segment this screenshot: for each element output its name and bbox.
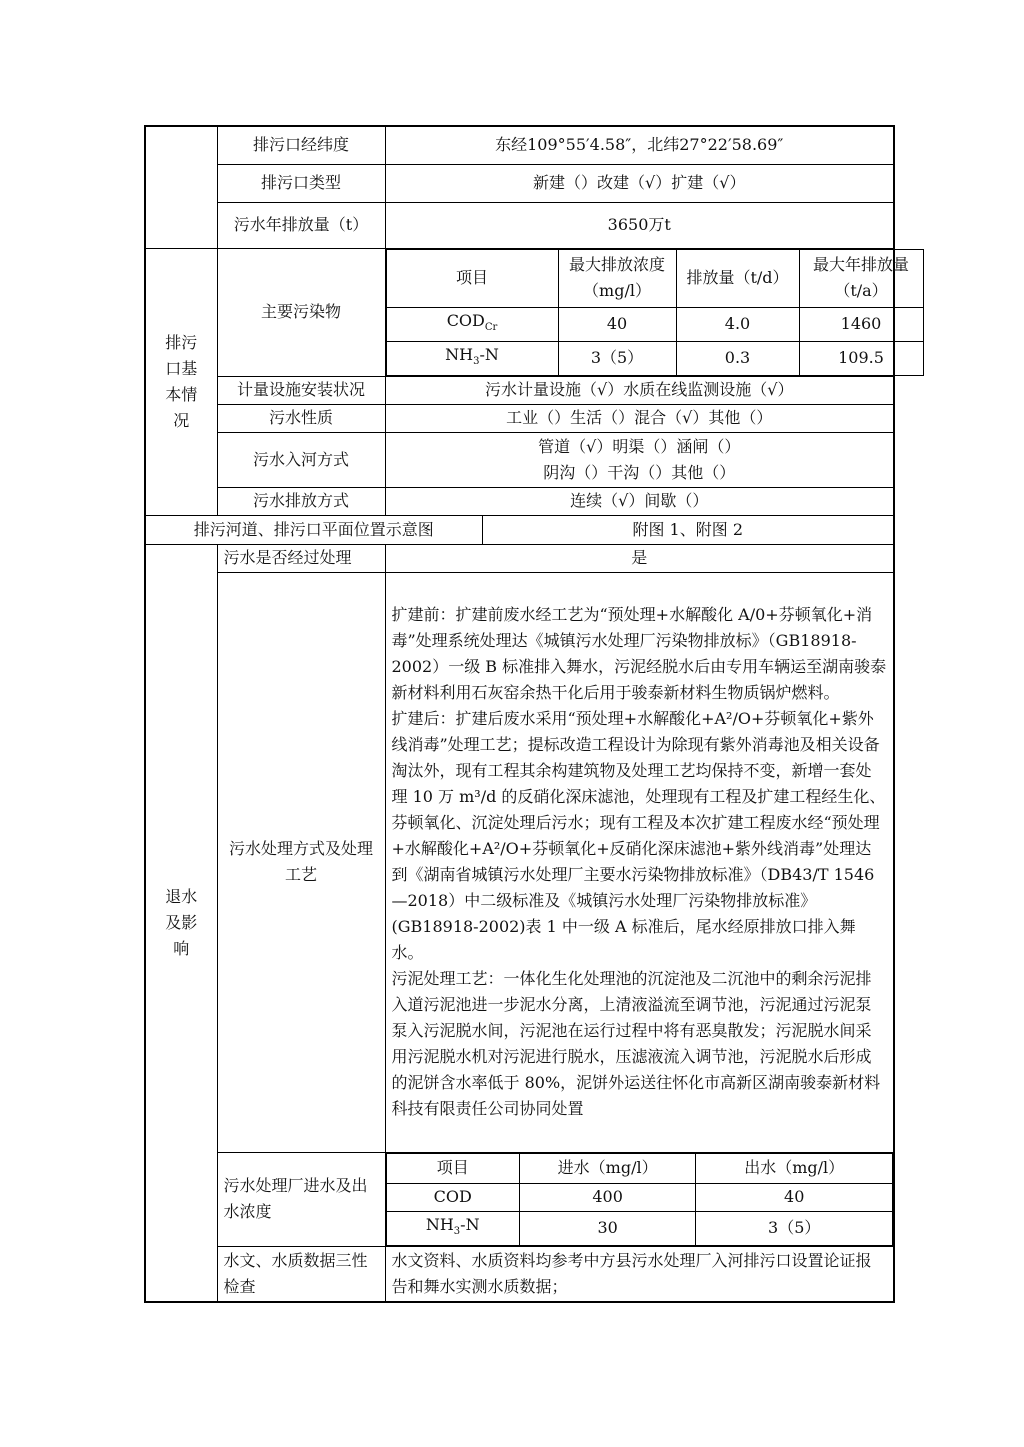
pollutant-cod-name: $COD_{Cr}$ <box>386 307 558 341</box>
river-entry-line1: 管道（√）明渠（）涵闸（） <box>538 436 741 456</box>
pollutant-cell <box>385 248 909 376</box>
impact-group-label: 退水及影响 <box>145 544 217 1301</box>
conc-nh3n-outflow: 3（5） <box>696 1211 893 1245</box>
pollutant-nh3n-discharge: 0.3 <box>676 341 799 375</box>
conc-nh3n-inflow: 30 <box>519 1211 696 1245</box>
map-row-value: 附图 1、附图 2 <box>482 515 894 544</box>
pollutant-cod-conc: 40 <box>558 307 676 341</box>
treated-value: 是 <box>385 544 894 572</box>
pollutant-nh3n-name: $NH_3-N$ <box>386 341 558 375</box>
basic-situation-group-label: 排污口基本情况 <box>145 248 217 515</box>
pollutant-header-annual: 最大年排放量（t/a） <box>799 249 923 307</box>
pollutant-header-discharge: 排放量（t/d） <box>676 249 799 307</box>
pollutant-cod-annual: 1460 <box>799 307 923 341</box>
river-entry-line2: 阴沟（）干沟（）其他（） <box>543 462 736 482</box>
conc-header-item: 项目 <box>386 1153 519 1183</box>
conc-cod-outflow: 40 <box>696 1183 893 1211</box>
coords-label: 排污口经纬度 <box>217 126 385 164</box>
coords-value: 东经109°55′4.58″，北纬27°22′58.69″ <box>385 126 894 164</box>
outfall-type-value: 新建（）改建（√）扩建（√） <box>385 164 894 202</box>
pollutant-table <box>386 249 924 376</box>
hydrology-check-label: 水文、水质数据三性检查 <box>217 1247 385 1302</box>
pollutant-cod-discharge: 4.0 <box>676 307 799 341</box>
metering-label: 计量设施安装状况 <box>217 376 385 404</box>
top-blank-cell <box>145 126 217 248</box>
process-text: 扩建前：扩建前废水经工艺为“预处理+水解酸化 A/0+芬顿氧化+消毒”处理系统处理达《城镇污水处理厂污染物排放标》（GB18918-2002）一级 B 标准排入舞水，污泥经脱水后由专用车辆运至湖南骏泰新材料利用石灰窑余热干化后用于骏泰新材料生物质锅炉燃料。 扩建后：扩建后废水采用“预处理+水解酸化+A²/O+芬顿氧化+紫外线消毒”处理工艺；提标改造工程设计为除现有紫外消毒池及相关设备淘汰外，现有工程其余构建筑物及处理工艺均保持不变，新增一套处理 10 万 m³/d 的反硝化深床滤池，处理现有工程及扩建工程经生化、芬顿氧化、沉淀处理后污水；现有工程及本次扩建工程废水经“预处理+水解酸化+A²/O+芬顿氧化+反硝化深床滤池+紫外线消毒”处理达到《湖南省城镇污水处理厂主要水污染物排放标准》（DB43/T 1546—2018）中二级标准及《城镇污水处理厂污染物排放标准》(GB18918-2002)表 1 中一级 A 标准后，尾水经原排放口排入舞水。 污泥处理工艺：一体化生化处理池的沉淀池及二沉池中的剩余污泥排入道污泥池进一步泥水分离，上清液溢流至调节池，污泥通过污泥泵泵入污泥脱水间，污泥池在运行过程中将有恶臭散发；污泥脱水间采用污泥脱水机对污泥进行脱水，压滤液流入调节池，污泥脱水后形成的泥饼含水率低于 80%，泥饼外运送往怀化市高新区湖南骏泰新材料科技有限责任公司协同处置 <box>385 572 894 1152</box>
conc-cod-inflow: 400 <box>519 1183 696 1211</box>
annual-discharge-label: 污水年排放量（t） <box>217 202 385 248</box>
concentration-label: 污水处理厂进水及出水浓度 <box>217 1152 385 1246</box>
discharge-mode-label: 污水排放方式 <box>217 487 385 515</box>
outfall-type-label: 排污口类型 <box>217 164 385 202</box>
river-entry-value <box>385 432 894 487</box>
metering-value: 污水计量设施（√）水质在线监测设施（√） <box>385 376 894 404</box>
sewage-nature-value: 工业（）生活（）混合（√）其他（） <box>385 404 894 432</box>
concentration-cell <box>385 1152 894 1246</box>
outfall-info-table <box>144 125 909 1303</box>
treated-label: 污水是否经过处理 <box>217 544 385 572</box>
river-entry-label: 污水入河方式 <box>217 432 385 487</box>
conc-header-outflow: 出水（mg/l） <box>696 1153 893 1183</box>
sewage-nature-label: 污水性质 <box>217 404 385 432</box>
concentration-table <box>386 1153 894 1246</box>
pollutant-nh3n-annual: 109.5 <box>799 341 923 375</box>
pollutant-header-max-conc: 最大排放浓度（mg/l） <box>558 249 676 307</box>
map-row-label: 排污河道、排污口平面位置示意图 <box>145 515 482 544</box>
conc-nh3n-name: $NH_3-N$ <box>386 1211 519 1245</box>
conc-header-inflow: 进水（mg/l） <box>519 1153 696 1183</box>
hydrology-check-value: 水文资料、水质资料均参考中方县污水处理厂入河排污口设置论证报告和舞水实测水质数据； <box>385 1247 894 1302</box>
pollutant-header-item: 项目 <box>386 249 558 307</box>
process-label: 污水处理方式及处理工艺 <box>217 572 385 1152</box>
conc-cod-name: COD <box>386 1183 519 1211</box>
main-pollutants-label: 主要污染物 <box>217 248 385 376</box>
discharge-mode-value: 连续（√）间歇（） <box>385 487 894 515</box>
annual-discharge-value: 3650万t <box>385 202 894 248</box>
pollutant-nh3n-conc: 3（5） <box>558 341 676 375</box>
